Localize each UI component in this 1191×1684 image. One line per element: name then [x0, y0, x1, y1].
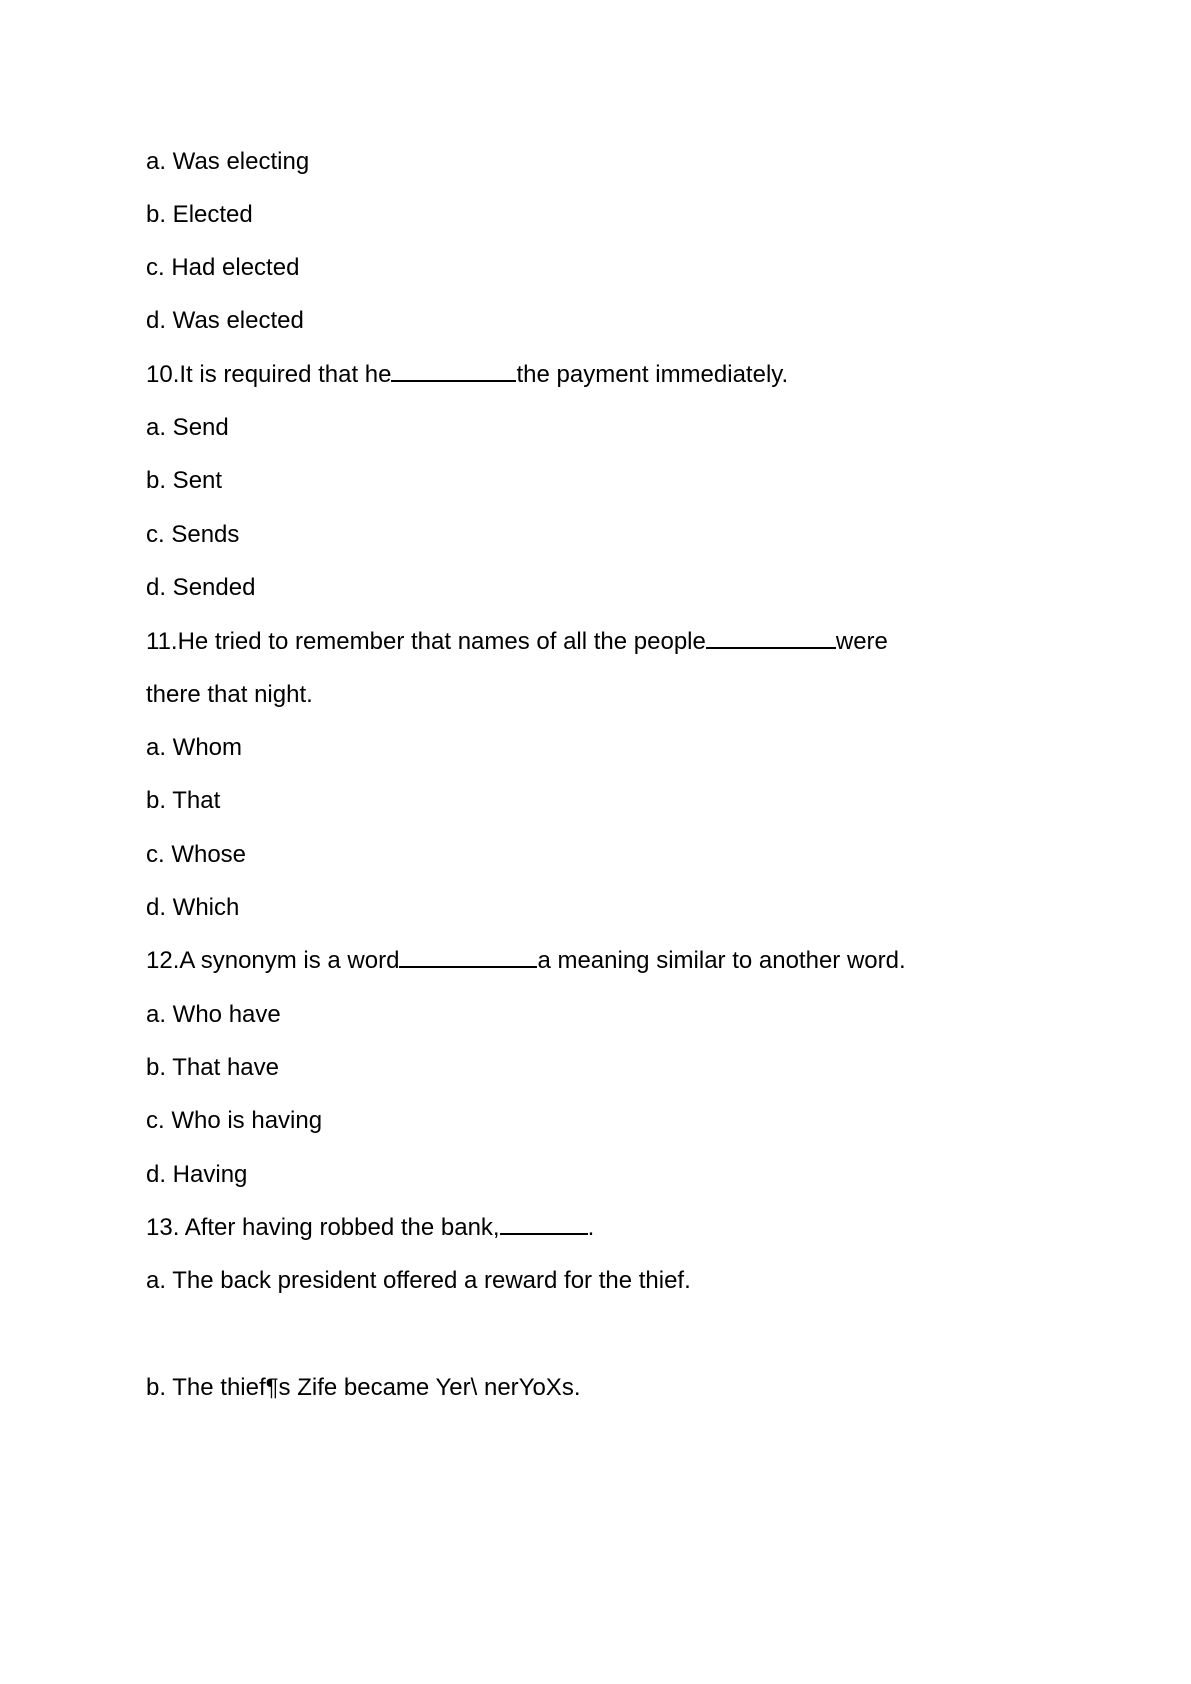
option-11c: c. Whose [146, 841, 247, 868]
option-11b: b. That [146, 787, 221, 814]
question-10 [146, 360, 788, 390]
option-9c: c. Had elected [146, 254, 300, 281]
option-10b: b. Sent [146, 467, 223, 494]
question-11-continuation: there that night. [146, 681, 313, 708]
question-13-text-after: . [587, 1214, 595, 1241]
option-12b: b. That have [146, 1054, 279, 1081]
option-9a: a. Was electing [146, 148, 310, 175]
option-11d: d. Which [146, 894, 240, 921]
option-10c: c. Sends [146, 521, 240, 548]
option-9d: d. Was elected [146, 307, 304, 334]
question-13-text-before: 13. After having robbed the bank, [146, 1214, 500, 1241]
option-12d: d. Having [146, 1161, 248, 1188]
option-12c: c. Who is having [146, 1107, 323, 1134]
question-13 [146, 1213, 594, 1243]
question-11 [146, 627, 888, 657]
question-12-blank [399, 948, 537, 968]
option-9b: b. Elected [146, 201, 253, 228]
option-10a: a. Send [146, 414, 229, 441]
question-11-text-after: were [835, 628, 888, 655]
question-12 [146, 946, 906, 976]
option-13a: a. The back president offered a reward for the thief. [146, 1267, 691, 1294]
question-13-blank [500, 1215, 588, 1235]
question-10-text-before: 10.It is required that he [146, 361, 392, 388]
question-10-text-after: the payment immediately. [516, 361, 789, 388]
question-11-blank [706, 629, 836, 649]
option-12a: a. Who have [146, 1001, 281, 1028]
question-12-text-before: 12.A synonym is a word [146, 947, 400, 974]
question-12-text-after: a meaning similar to another word. [537, 947, 906, 974]
question-10-blank [391, 362, 516, 382]
question-11-text-before: 11.He tried to remember that names of all the people [146, 628, 706, 655]
option-10d: d. Sended [146, 574, 256, 601]
option-13b: b. The thief¶s Zife became Yer\ nerYoXs. [146, 1374, 581, 1401]
option-11a: a. Whom [146, 734, 243, 761]
